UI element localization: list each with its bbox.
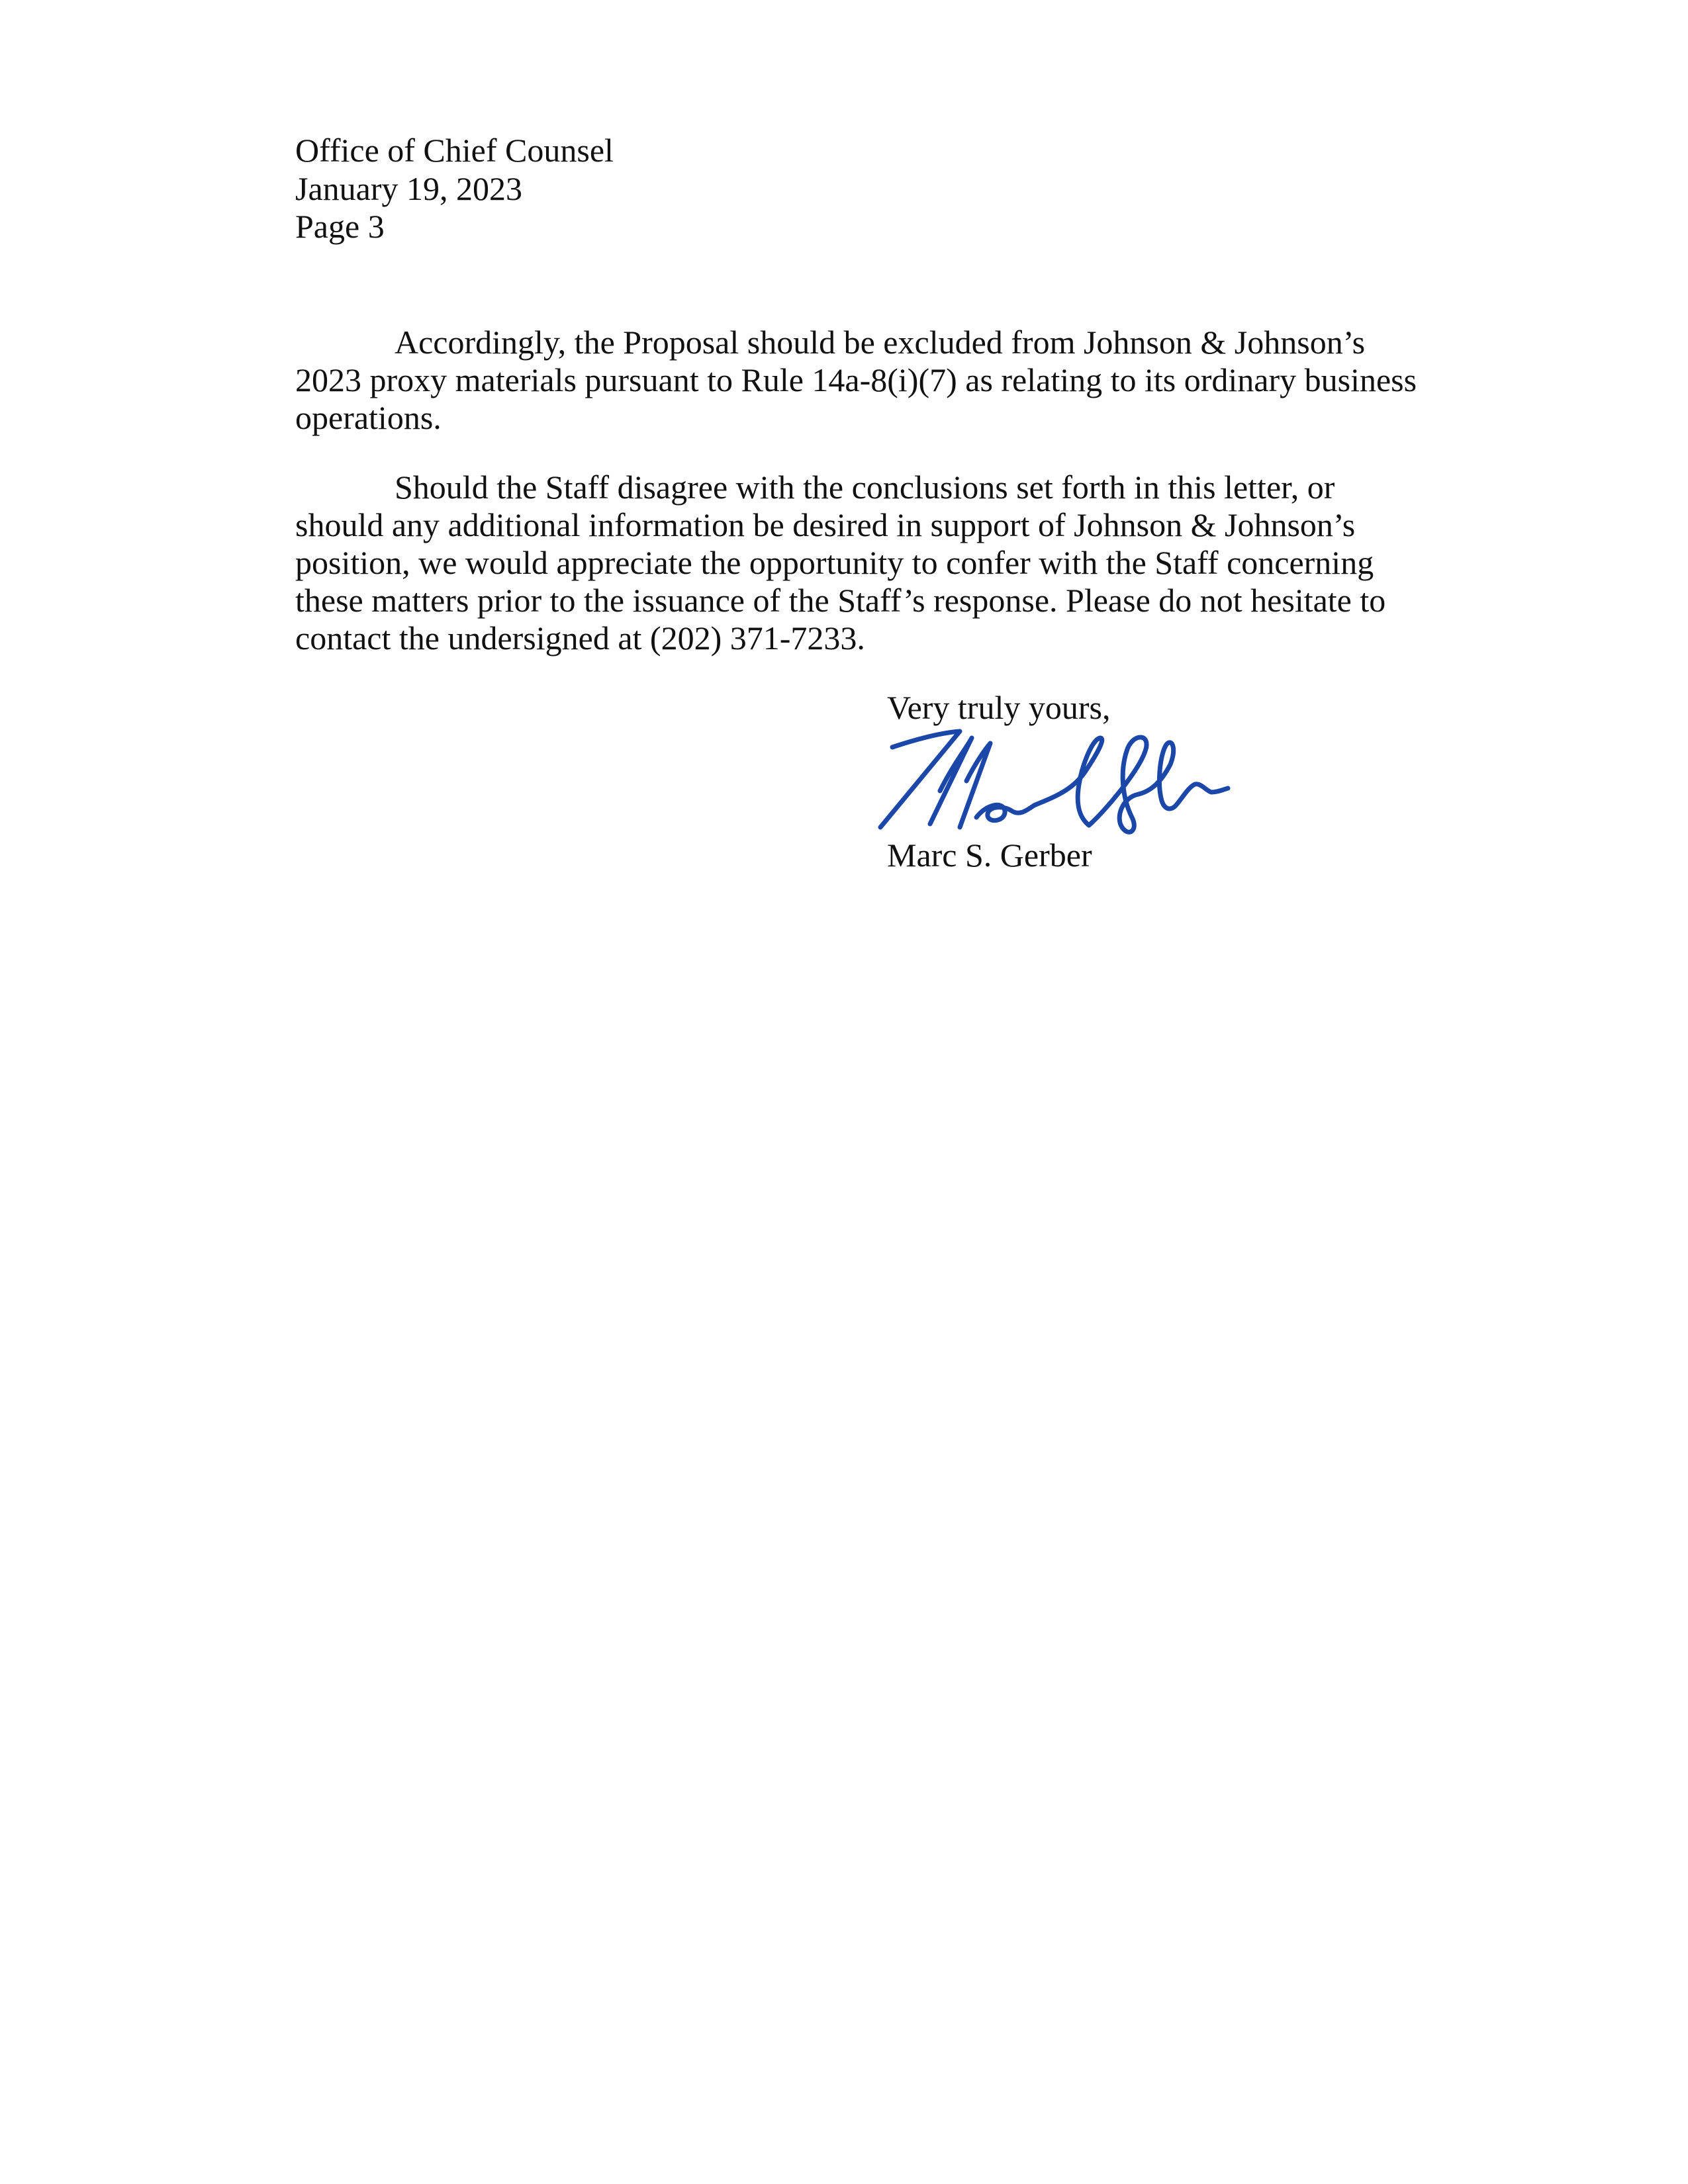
header-recipient: Office of Chief Counsel [295,132,614,169]
paragraph-1-line-3: operations. [295,399,442,436]
paragraph-2-line-3: position, we would appreciate the opportunity to confer with the Staff concerning [295,544,1374,581]
paragraph-1-line-1: Accordingly, the Proposal should be excluded from Johnson & Johnson’s [395,324,1366,361]
paragraph-1-line-2: 2023 proxy materials pursuant to Rule 14a-8(i)(7) as relating to its ordinary business [295,361,1417,398]
header-page-number: Page 3 [295,208,385,245]
header-date: January 19, 2023 [295,170,522,207]
closing-valediction: Very truly yours, [887,689,1111,726]
closing-signer-name: Marc S. Gerber [887,837,1092,874]
paragraph-2-line-2: should any additional information be desired in support of Johnson & Johnson’s [295,506,1356,543]
paragraph-2-line-1: Should the Staff disagree with the conclusions set forth in this letter, or [395,469,1335,506]
paragraph-2-line-4: these matters prior to the issuance of the Staff’s response. Please do not hesitate to [295,582,1386,619]
paragraph-2-line-5: contact the undersigned at (202) 371-7233. [295,619,865,657]
handwritten-signature [861,718,1284,850]
